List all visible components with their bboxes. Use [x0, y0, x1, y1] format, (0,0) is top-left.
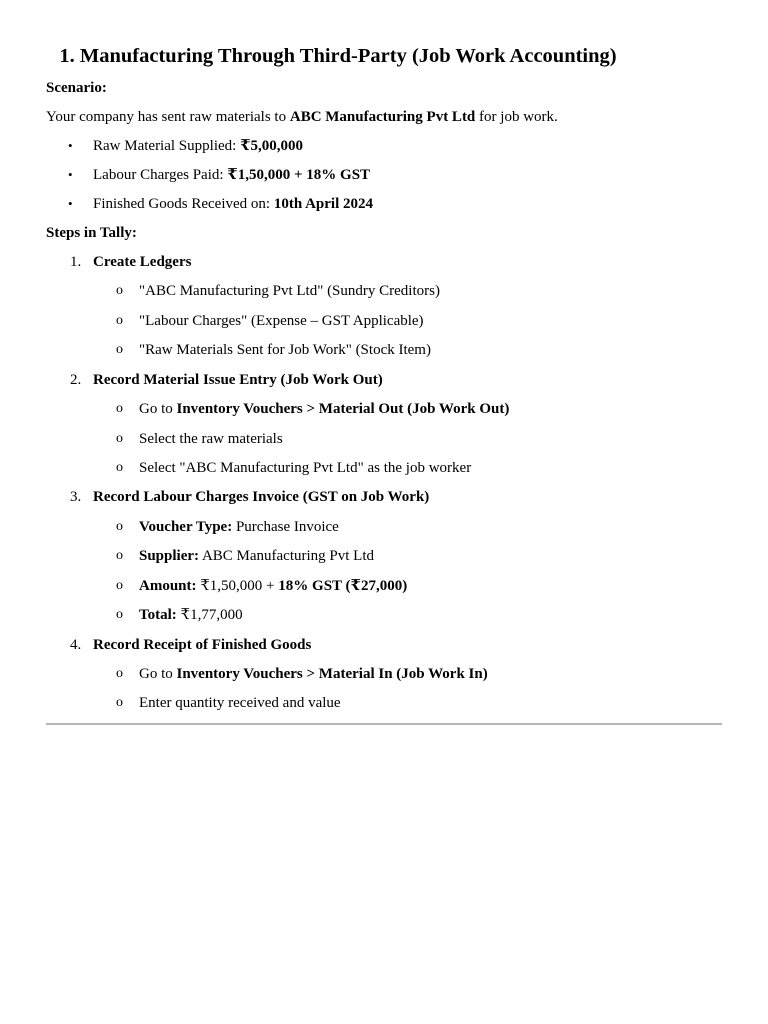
list-item [139, 577, 407, 595]
horizontal-rule [46, 723, 722, 725]
sub-bullet: o [116, 519, 123, 534]
field-value: ₹1,77,000 [176, 607, 243, 623]
step-number: 4. [70, 637, 82, 653]
page-title: 1. Manufacturing Through Third-Party (Job Work Accounting) [59, 45, 617, 67]
list-item [139, 665, 488, 683]
bullet-value: ₹5,00,000 [240, 138, 303, 154]
steps-heading: Steps in Tally: [46, 225, 137, 241]
gst-value: 18% GST (₹27,000) [278, 578, 408, 594]
list-item: "Labour Charges" (Expense – GST Applicable) [139, 313, 424, 329]
field-label: Supplier: [139, 548, 200, 564]
bullet-dot: • [68, 167, 73, 182]
sub-bullet: o [116, 283, 123, 298]
list-item [139, 606, 243, 624]
list-item: Select "ABC Manufacturing Pvt Ltd" as the job worker [139, 460, 472, 476]
step-title: Record Labour Charges Invoice (GST on Job Work) [93, 489, 430, 505]
step-number: 2. [70, 372, 82, 388]
sub-bullet: o [116, 666, 123, 681]
bullet-value: 10th April 2024 [273, 196, 374, 212]
list-item: Select the raw materials [139, 431, 283, 447]
list-item [139, 518, 339, 536]
sub-bullet: o [116, 460, 123, 475]
field-label: Amount: [139, 578, 197, 594]
sub-bullet: o [116, 695, 123, 710]
sub-bullet: o [116, 431, 123, 446]
menu-path: Inventory Vouchers > Material Out (Job Work Out) [176, 401, 510, 417]
bullet-label: Raw Material Supplied: [93, 138, 241, 154]
menu-path: Inventory Vouchers > Material In (Job Work In) [176, 666, 488, 682]
step-title: Record Material Issue Entry (Job Work Out) [93, 372, 383, 388]
bullet-label: Labour Charges Paid: [93, 167, 228, 183]
intro-text-post: for job work. [475, 109, 558, 125]
list-item [93, 166, 370, 184]
bullet-dot: • [68, 196, 73, 211]
sub-bullet: o [116, 578, 123, 593]
scenario-intro [46, 108, 558, 126]
field-value: ₹1,50,000 + [196, 578, 279, 594]
go-to-text: Go to [139, 666, 177, 682]
step-number: 1. [70, 254, 82, 270]
field-value: ABC Manufacturing Pvt Ltd [199, 548, 375, 564]
scenario-heading: Scenario: [46, 80, 107, 96]
list-item: "ABC Manufacturing Pvt Ltd" (Sundry Creditors) [139, 283, 440, 299]
field-label: Voucher Type: [139, 519, 233, 535]
go-to-text: Go to [139, 401, 177, 417]
sub-bullet: o [116, 401, 123, 416]
list-item: Enter quantity received and value [139, 695, 341, 711]
sub-bullet: o [116, 607, 123, 622]
list-item: "Raw Materials Sent for Job Work" (Stock Item) [139, 342, 431, 358]
field-label: Total: [139, 607, 177, 623]
list-item [93, 137, 303, 155]
list-item [93, 195, 373, 213]
sub-bullet: o [116, 342, 123, 357]
bullet-label: Finished Goods Received on: [93, 196, 274, 212]
bullet-value: ₹1,50,000 + 18% GST [227, 167, 371, 183]
sub-bullet: o [116, 548, 123, 563]
intro-company: ABC Manufacturing Pvt Ltd [289, 109, 476, 125]
step-number: 3. [70, 489, 82, 505]
step-title: Record Receipt of Finished Goods [93, 637, 312, 653]
sub-bullet: o [116, 313, 123, 328]
step-title: Create Ledgers [93, 254, 192, 270]
bullet-dot: • [68, 138, 73, 153]
list-item [139, 400, 509, 418]
field-value: Purchase Invoice [232, 519, 339, 535]
list-item [139, 547, 374, 565]
intro-text-pre: Your company has sent raw materials to [46, 109, 290, 125]
